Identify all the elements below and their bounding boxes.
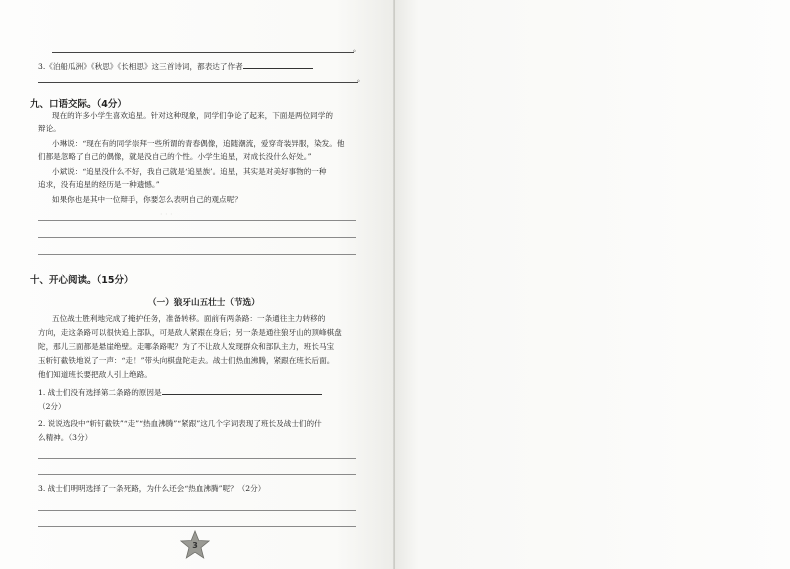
answer-line[interactable]	[52, 52, 354, 53]
paragraph: 们都是忽略了自己的偶像，就是没自己的个性。小学生追星，对成长没什么好处。”	[38, 152, 312, 161]
section-9-title: 九、口语交际。（4分）	[30, 99, 127, 110]
passage-line: 他们知道班长要把敌人引上绝路。	[38, 370, 152, 379]
question-2: 2. 说说选段中“斩钉截铁”“走”“热血沸腾”“紧跟”这几个字词表现了班长及战士们的什	[38, 419, 322, 428]
paragraph: 小琳说：“现在有的同学崇拜一些所谓的青春偶像，追随潮流，爱穿奇装异服，染发。他	[52, 139, 345, 148]
answer-blank[interactable]	[162, 394, 322, 395]
passage-line: 陀，那儿三面都是悬崖绝壁。走哪条路呢？为了不让敌人发现群众和部队主力，班长马宝	[38, 342, 335, 351]
passage-line: 方向，走这条路可以很快追上部队，可是敌人紧跟在身后；另一条是通往狼牙山的顶峰棋盘	[38, 328, 342, 337]
paragraph: 辩论。	[38, 124, 61, 133]
answer-line[interactable]	[38, 82, 358, 83]
question-3-poems: 3.《泊船瓜洲》《秋思》《长相思》这三首诗词，都表达了作者	[38, 62, 313, 72]
question-3: 3. 战士们明明选择了一条死路，为什么还会“热血沸腾”呢？（2分）	[38, 484, 266, 493]
question-1: 1. 战士们没有选择第二条路的原因是	[38, 388, 322, 398]
section-10-title: 十、开心阅读。（15分）	[30, 275, 134, 286]
answer-line[interactable]	[38, 510, 356, 511]
question-1-score: （2分）	[38, 402, 66, 411]
answer-line[interactable]	[38, 220, 356, 221]
passage-line: 五位战士胜利地完成了掩护任务，准备转移。面前有两条路：一条通往主力转移的	[52, 314, 326, 323]
passage-line: 玉斩钉截铁地说了一声：“走！”带头向棋盘陀走去。战士们热血沸腾，紧跟在班长后面。	[38, 356, 335, 365]
paragraph: 小斌说：“追星没什么不好，我自己就是‘追星族’。追星，其实是对美好事物的一种	[52, 167, 327, 176]
left-page: · · · 。 3.《泊船瓜洲》《秋思》《长相思》这三首诗词，都表达了作者 。 九、口语交际。（4分） 现在的许多小学生喜欢追星。针对这种现象，同学们争论了起来，下面是两位同学的 辩论。 小琳说：“现在有的同学崇拜一些所谓的青春偶像，追随潮流，爱穿奇装异服，染发。他 们都是忽略了自己的偶像，就是没自己的个性。小学生追星，对成长没什么好处。” 小斌说：“追星没什么不好，我自己就是‘追星族’。追星，其实是对美好事物的一种 追求，没有追星的经历是一种遗憾。” 如果你也是其中一位辩手，你要怎么表明自己的观点呢？ 十、开心阅读。（15分） （一）狼牙山五壮士（节选） 五位战士胜利地完成了掩护任务，准备转移。面前有两条路：一条通往主力转移的 方向，走这条路可以很快追上部队，可是敌人紧跟在身后；另一条是通往狼牙山的顶峰棋盘 陀，那儿三面都是悬崖绝壁。走哪条路呢？为了不让敌人发现群众和部队主力，班长马宝 玉斩钉截铁地说了一声：“走！”带头向棋盘陀走去。战士们热血沸腾，紧跟在班长后面。 他们知道班长要把敌人引上绝路。 1. 战士们没有选择第二条路的原因是 （2分） 2. 说说选段中“斩钉截铁”“走”“热血沸腾”“紧跟”这几个字词表现了班长及战士们的什 么精神。（3分） 3. 战士们明明选择了一条死路，为什么还会“热血沸腾”呢？（2分） 3	[0, 0, 395, 569]
paragraph: 追求，没有追星的经历是一种遗憾。”	[38, 180, 160, 189]
paragraph: 现在的许多小学生喜欢追星。针对这种现象，同学们争论了起来，下面是两位同学的	[52, 111, 333, 120]
question-2-cont: 么精神。（3分）	[38, 433, 93, 442]
right-page	[395, 0, 790, 569]
answer-blank[interactable]	[243, 68, 313, 69]
answer-line[interactable]	[38, 526, 356, 527]
answer-line[interactable]	[38, 458, 356, 459]
answer-line[interactable]	[38, 237, 356, 238]
prompt: 如果你也是其中一位辩手，你要怎么表明自己的观点呢？	[52, 195, 242, 204]
page-number: 3	[192, 541, 198, 550]
answer-line[interactable]	[38, 474, 356, 475]
answer-line[interactable]	[38, 254, 356, 255]
passage-title: （一）狼牙山五壮士（节选）	[148, 298, 260, 308]
